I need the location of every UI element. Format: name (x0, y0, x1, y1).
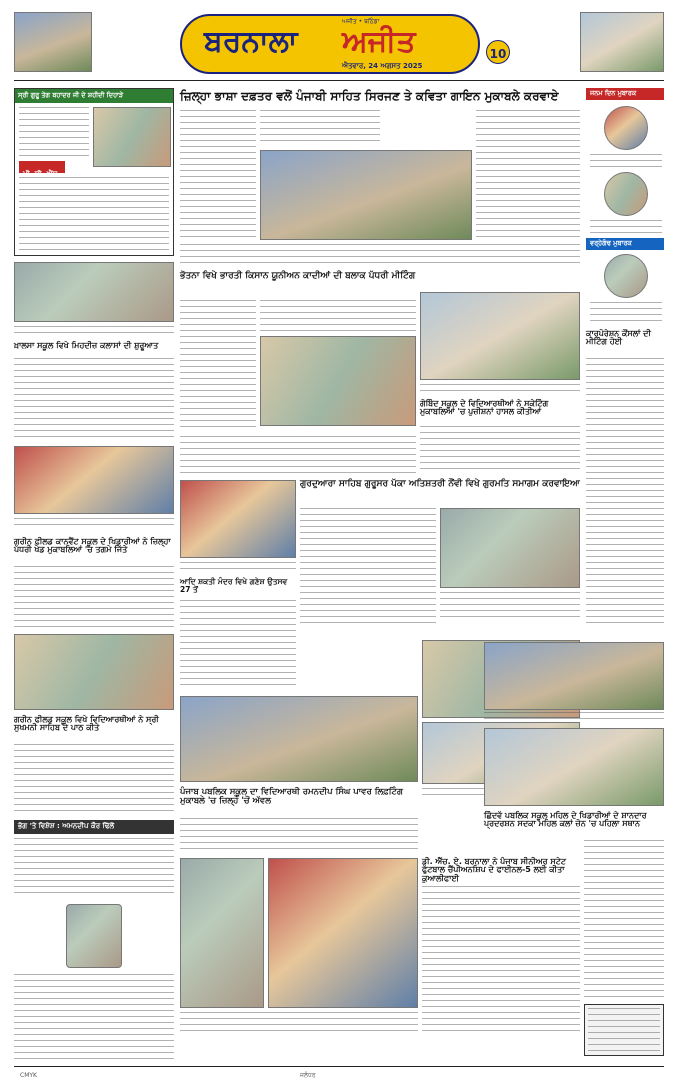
left4-headline: ਗਰੀਨ ਫੀਲਡ ਸਕੂਲ ਵਿਖੇ ਵਿਦਿਆਰਥੀਆਂ ਨੇ ਸ੍ਰੀ ਸੁਖਮਨੀ ਸਾਹਿਬ ਦੇ ਪਾਠ ਕੀਤੇ (14, 715, 159, 733)
advert-box (584, 1004, 664, 1056)
left-box-photo (93, 107, 171, 167)
lead-group-photo (260, 150, 472, 240)
classroom-photo (14, 262, 174, 322)
ganesh-caption (180, 562, 296, 572)
birthday-portrait-1 (604, 106, 648, 150)
right-sports-photo (484, 728, 664, 806)
school-event-photo (180, 858, 264, 1008)
mid5-text (180, 818, 418, 854)
masthead-rule (14, 80, 664, 81)
lead-text-col2 (260, 110, 380, 146)
anniversary-caption (590, 302, 662, 324)
right2-headline: ਵਰ੍ਹੇਗੰਢ ਮੁਬਾਰਕ (590, 239, 632, 247)
left3-text (14, 566, 174, 628)
footer-left: CMYK (20, 1072, 37, 1079)
mid2-text (420, 426, 580, 474)
masthead-tag: ਅਜੀਤ • ਬਠਿੰਡਾ (342, 18, 380, 25)
left-box-badge: ਪੀ. ਸੀ. ਐੱਸ (23, 170, 58, 178)
left-box-text (19, 107, 89, 157)
gurdwara-caption (440, 592, 580, 622)
right3-headline: ਕਾਰਪੋਰੇਸ਼ਨ ਕੌਂਸਲਾਂ ਦੀ ਮੀਟਿੰਗ ਹੋਈ (586, 329, 651, 347)
right-field-photo (484, 642, 664, 710)
powerlifting-photo (180, 696, 418, 782)
right3-text (586, 358, 664, 628)
mid1-text-a (180, 300, 256, 432)
footer-right: ਜਲੰਧਰ (300, 1072, 316, 1079)
masthead-banner (180, 14, 480, 74)
birthday-caption-1 (590, 154, 662, 168)
green-field-photo (14, 446, 174, 514)
school-event-photo-2 (268, 858, 418, 1008)
masthead-left-photo (14, 12, 92, 72)
left2-headline: ਖ਼ਾਲਸਾ ਸਕੂਲ ਵਿਖੇ ਮਿਹਦੀਜ਼ ਕਲਾਸਾਂ ਦੀ ਸ਼ੁਰੂਆਤ (14, 341, 159, 350)
birthday-caption-2 (590, 220, 662, 234)
left-box-title: ਸ੍ਰੀ ਗੁਰੂ ਤੇਗ ਬਹਾਦਰ ਜੀ ਦੇ ਸ਼ਹੀਦੀ ਦਿਹਾੜੇ (18, 91, 124, 99)
skating-photo (420, 292, 580, 380)
left5-text-b (14, 974, 174, 1064)
page-number: 10 (489, 47, 507, 61)
right4-headline: ਛਿੰਦਵੱ ਪਬਲਿਕ ਸਕੂਲ ਮਹਿਲ ਦੇ ਖਿਡਾਰੀਆਂ ਦੇ ਸ਼ਾਨਦਾਰ ਪ੍ਰਦਰਸ਼ਨ ਸਦਕਾ ਮਹਿਲ ਕਲਾਂ ਜ਼ੋਨ 'ਚ ਪਹਿਲਾ ਸਥਾਨ (484, 811, 647, 829)
mid5-headline: ਪੰਜਾਬ ਪਬਲਿਕ ਸਕੂਲ ਦਾ ਵਿਦਿਆਰਥੀ ਰਮਨਦੀਪ ਸਿੰਘ ਪਾਵਰ ਲਿਫ਼ਟਿੰਗ ਮੁਕਾਬਲੇ 'ਚ ਜ਼ਿਲ੍ਹੇ 'ਚੋਂ ਅੱਵਲ (180, 787, 403, 806)
left-box-text-2 (19, 177, 169, 251)
masthead-right-photo (580, 12, 664, 72)
advert-text (588, 1008, 660, 1052)
right4-text (584, 840, 664, 1000)
lead-headline: ਜ਼ਿਲ੍ਹਾ ਭਾਸ਼ਾ ਦਫ਼ਤਰ ਵਲੋਂ ਪੰਜਾਬੀ ਸਾਹਿਤ ਸਿਰਜਣ ਤੇ ਕਵਿਤਾ ਗਾਇਨ ਮੁਕਾਬਲੇ ਕਰਵਾਏ (180, 89, 559, 103)
birthday-bar (586, 88, 664, 100)
green-field-caption (14, 518, 174, 530)
masthead-right-title: ਅਜੀਤ (342, 24, 416, 59)
right1-headline: ਜਨਮ ਦਿਨ ਮੁਬਾਰਕ (590, 89, 637, 97)
mid3-headline: ਗੁਰਦੁਆਰਾ ਸਾਹਿਬ ਗੁਰੂਸਰ ਪੱਕਾ ਅਤਿਸ਼ਤਰੀ ਨੌਂਵੀ ਵਿਖੇ ਗੁਰਮਤਿ ਸਮਾਗਮ ਕਰਵਾਇਆ (300, 479, 580, 489)
mid4-headline: ਆਦਿ ਸ਼ਕਤੀ ਮੰਦਰ ਵਿਖੇ ਗਣੇਸ਼ ਉਤਸਵ 27 ਤੋਂ (180, 577, 288, 594)
classroom-caption (14, 326, 174, 338)
anniversary-bar (586, 238, 664, 250)
ganesh-photo (180, 480, 296, 558)
mid3-text (300, 508, 436, 628)
obituary-portrait (66, 904, 122, 968)
school-event-caption (180, 1012, 418, 1034)
page-number-circle (486, 40, 510, 64)
sukhmani-photo (14, 634, 174, 710)
masthead-left-title: ਬਰਨਾਲਾ (204, 24, 298, 59)
left5-headline: ਭੋਗ 'ਤੇ ਵਿਸ਼ੇਸ਼ : ਅਮਨਦੀਪ ਕੌਰ ਢਿੱਲੋਂ (18, 822, 115, 830)
mid6-text (422, 886, 580, 1036)
mid1-photo (260, 336, 416, 426)
left5-text-a (14, 838, 174, 898)
left2-text (14, 358, 174, 442)
mid6-headline: ਡੀ. ਐੱਚ. ਏ. ਬਰਨਾਲਾ ਨੇ ਪੰਜਾਬ ਸੀਨੀਅਰ ਸਟੇਟ ਫੁੱਟਬਾਲ ਚੈਂਪੀਅਨਸ਼ਿਪ ਦੇ ਫਾਈਨਲ-5 ਲਈ ਕੀਤਾ ਕੁਆਲੀਫਾਈ (422, 857, 566, 883)
mid2-headline: ਗੋਬਿੰਦ ਸਕੂਲ ਦੇ ਵਿਦਿਆਰਥੀਆਂ ਨੇ ਸਕੇਟਿੰਗ ਮੁਕਾਬਲਿਆਂ 'ਚ ਪੁਜ਼ੀਸ਼ਨਾਂ ਹਾਸਲ ਕੀਤੀਆਂ (420, 399, 549, 417)
mid1-headline: ਭੋਤਨਾ ਵਿਖੇ ਭਾਰਤੀ ਕਿਸਾਨ ਯੂਨੀਅਨ ਕਾਦੀਆਂ ਦੀ ਬਲਾਕ ਪੱਧਰੀ ਮੀਟਿੰਗ (180, 271, 416, 281)
masthead-date: ਐਤਵਾਰ, 24 ਅਗਸਤ 2025 (342, 62, 423, 70)
mid4-text (180, 600, 296, 690)
left-box-badge-bg (19, 161, 65, 178)
right-field-caption (484, 712, 664, 724)
gurdwara-photo (440, 508, 580, 588)
anniversary-portrait (604, 254, 648, 298)
skating-caption (420, 384, 580, 396)
left4-text (14, 744, 174, 814)
footer-rule (14, 1066, 664, 1067)
lead-text-bottom (180, 244, 580, 268)
left3-headline: ਗਰੀਨ ਫ਼ੀਲਡ ਕਾਨਵੈਂਟ ਸਕੂਲ ਦੇ ਖਿਡਾਰੀਆਂ ਨੇ ਜ਼ਿਲ੍ਹਾ ਪੱਧਰੀ ਖੇਡ ਮੁਕਾਬਲਿਆਂ 'ਚ ਤਗਮੇ ਜਿੱਤੇ (14, 537, 171, 555)
lead-text-col1 (180, 110, 256, 240)
left5-headline-bar (14, 820, 174, 834)
lead-text-col3 (476, 110, 580, 240)
left-feature-box (14, 88, 174, 256)
mid1-text-b (260, 300, 416, 332)
left-box-title-bar (15, 89, 173, 103)
birthday-portrait-2 (604, 172, 648, 216)
mid1-text-c (180, 436, 416, 476)
